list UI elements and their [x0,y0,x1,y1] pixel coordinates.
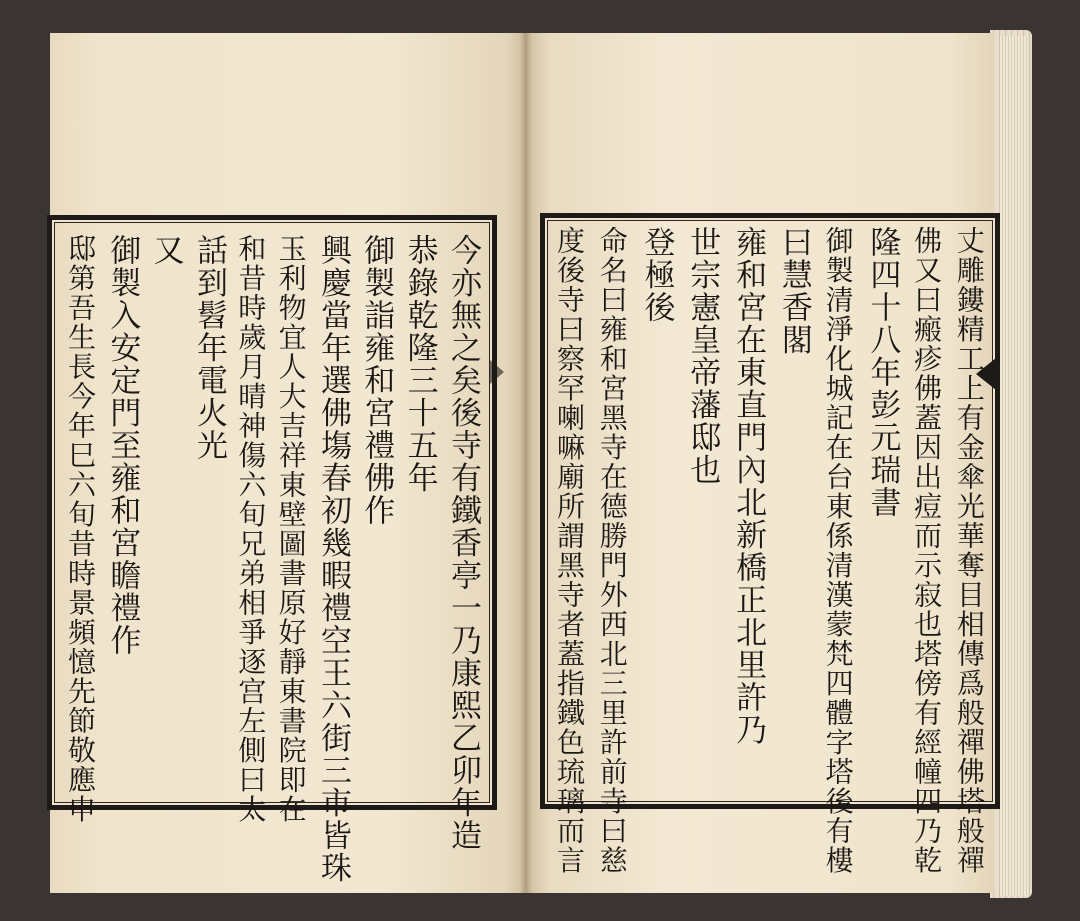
text-column: 度後寺曰察罕喇嘛廟所謂黑寺者蓋指鐵色琉璃而言 [553,226,586,875]
page-stack-inner [1000,36,1028,896]
text-column: 御製詣雍和宮禮佛作 [358,234,395,527]
text-column: 世宗憲皇帝藩邸也 [684,226,721,486]
text-column: 恭錄乾隆三十五年 [401,234,438,494]
text-column: 御製清淨化城記在台東係清漢蒙梵四體字塔後有樓 [821,226,855,875]
right-columns [553,226,986,875]
text-column: 今亦無之矣後寺有鐵香亭一乃康熙乙卯年造 [444,234,481,852]
book-gutter [520,33,532,893]
text-column: 話到髫年電火光 [190,234,227,462]
text-column: 興慶當年選佛塲春初幾暇禮空王六街三市皆珠 [314,234,351,884]
text-column: 邸第吾生長今年巳六旬昔時景頻憶先節敬應申 [64,234,97,824]
text-column: 登極後 [638,226,675,324]
text-column: 曰慧香閣 [775,226,812,356]
left-columns [64,234,481,884]
text-column: 又 [147,234,184,267]
text-column: 丈雕鏤精工上有金傘光華奪目相傳爲般禪佛塔般禪 [952,226,986,875]
left-text-frame [47,215,497,884]
right-text-frame [540,213,1000,875]
fishtail-marker-icon [976,358,996,390]
text-column: 玉利物宜人大吉祥東壁圖書原好靜東書院即在 [274,234,308,824]
text-column: 御製入安定門至雍和宮瞻禮作 [104,234,141,657]
text-column: 雍和宮在東直門內北新橋正北里許乃 [730,226,767,746]
text-column: 佛又曰瘢疹佛蓋因出痘而示寂也塔傍有經幢四乃乾 [910,226,944,875]
text-column: 隆四十八年彭元瑞書 [864,226,901,519]
text-column: 命名曰雍和宮黑寺在德勝門外西北三里許前寺曰慈 [595,226,629,875]
text-column: 和昔時歲月晴神傷六旬兄弟相爭逐宫左側曰太 [234,234,268,824]
fishtail-marker-icon [490,360,504,384]
